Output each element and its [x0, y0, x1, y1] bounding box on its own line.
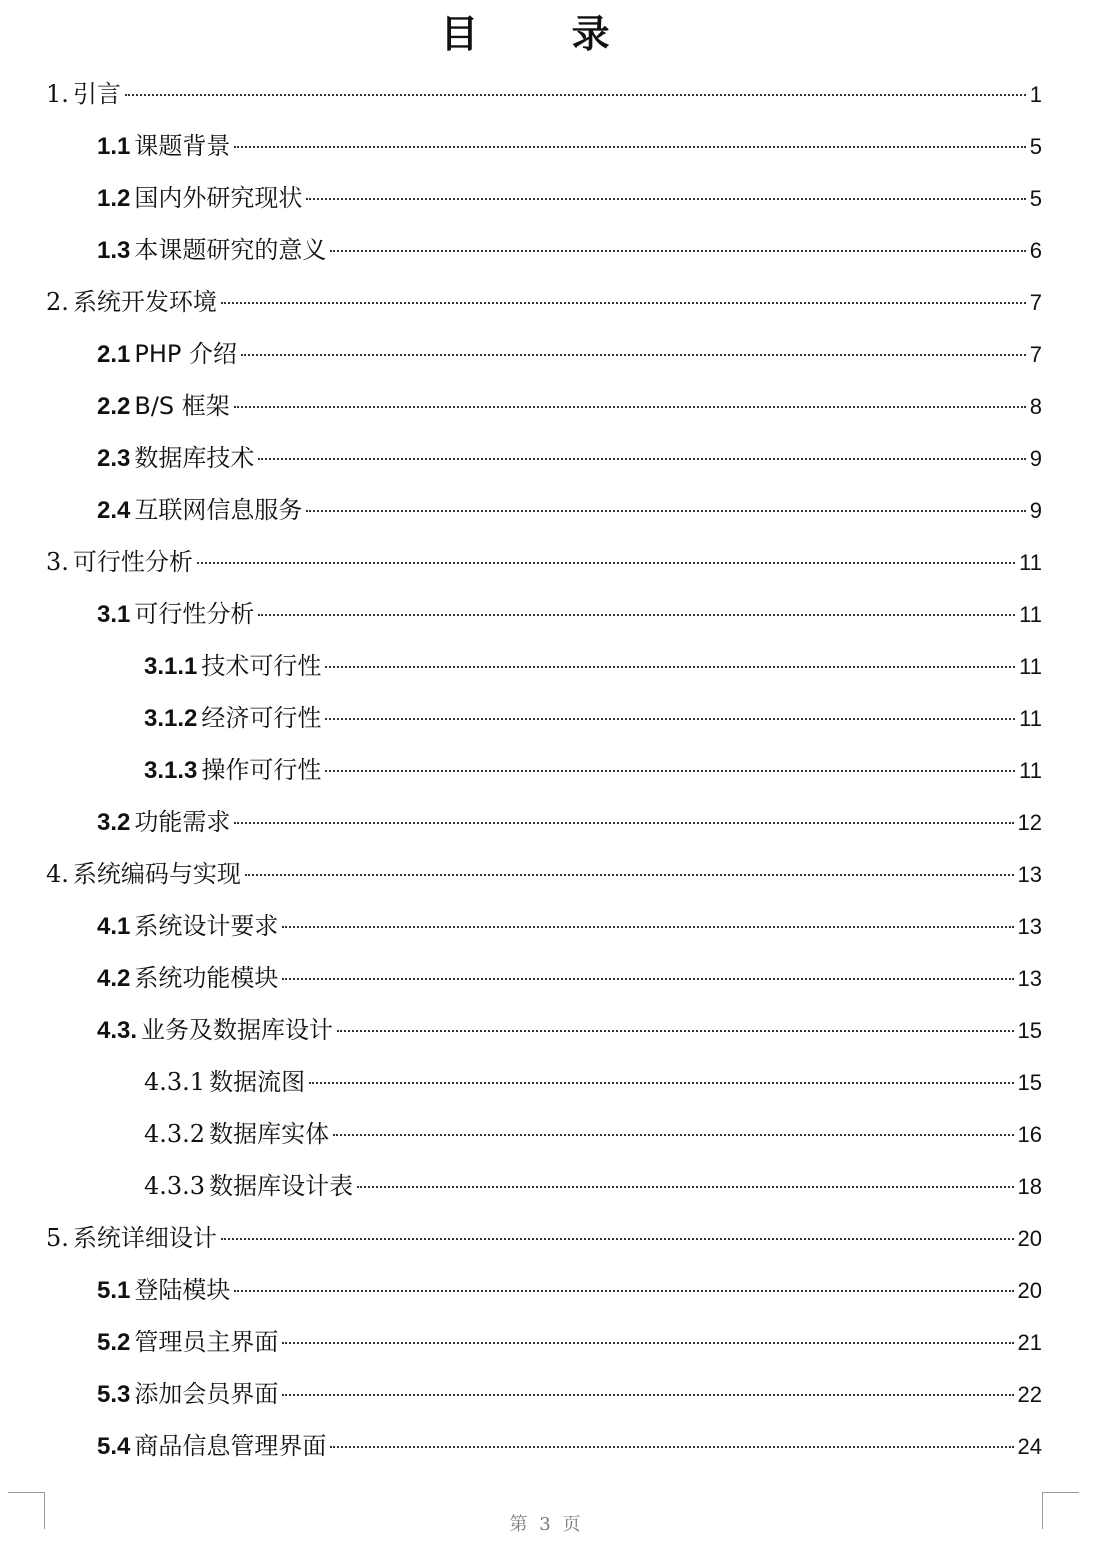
toc-entry-number: 4.3.: [97, 1017, 138, 1044]
toc-entry-title: 可行性分析: [134, 600, 255, 628]
toc-entry-number: 3.: [46, 548, 69, 576]
toc-entry[interactable]: [144, 692, 1042, 744]
toc-entry-title: 数据库设计表: [209, 1172, 354, 1200]
dot-leader: [258, 458, 1025, 460]
toc-entry-page: 15: [1017, 1070, 1042, 1095]
toc-entry-number: 4.2: [97, 965, 131, 992]
dot-leader: [282, 978, 1013, 980]
toc-entry-page: 5: [1029, 134, 1042, 159]
toc-entry-title: 本课题研究的意义: [134, 236, 327, 264]
toc-entry-number: 4.3.2: [144, 1120, 206, 1148]
toc-entry-title: 登陆模块: [134, 1276, 231, 1304]
toc-entry[interactable]: [97, 1004, 1042, 1056]
dot-leader: [234, 406, 1026, 408]
toc-entry[interactable]: [97, 328, 1042, 380]
toc-entry-number: 1.3: [97, 237, 131, 264]
dot-leader: [221, 302, 1026, 304]
dot-leader: [330, 1446, 1013, 1448]
toc-entry[interactable]: [97, 1368, 1042, 1420]
dot-leader: [306, 198, 1025, 200]
toc-entry-number: 1.1: [97, 133, 131, 160]
toc-entry-title: 操作可行性: [201, 756, 322, 784]
toc-entry-page: 20: [1017, 1226, 1042, 1251]
toc-entry-title: 互联网信息服务: [134, 496, 303, 524]
toc-entry[interactable]: [97, 380, 1042, 432]
toc-entry-number: 3.1.1: [144, 653, 198, 680]
toc-entry-number: 2.1: [97, 341, 131, 368]
dot-leader: [282, 1394, 1013, 1396]
dot-leader: [258, 614, 1015, 616]
toc-entry[interactable]: [144, 640, 1042, 692]
toc-entry[interactable]: [46, 1212, 1042, 1264]
dot-leader: [330, 250, 1025, 252]
toc-entry-number: 5.: [46, 1224, 69, 1252]
dot-leader: [245, 874, 1014, 876]
toc-entry-page: 13: [1017, 966, 1042, 991]
toc-entry-page: 18: [1017, 1174, 1042, 1199]
toc-entry-title: 技术可行性: [201, 652, 322, 680]
dot-leader: [234, 1290, 1013, 1292]
toc-entry-page: 11: [1019, 602, 1042, 627]
page-number-footer: 第 3 页: [509, 1514, 581, 1535]
toc-entry[interactable]: [144, 744, 1042, 796]
dot-leader: [306, 510, 1025, 512]
toc-entry-page: 15: [1017, 1018, 1042, 1043]
toc-entry-title: 管理员主界面: [134, 1328, 279, 1356]
dot-leader: [357, 1186, 1013, 1188]
toc-entry-number: 4.: [46, 860, 69, 888]
toc-entry-title: 可行性分析: [72, 548, 193, 576]
toc-entry[interactable]: [97, 1316, 1042, 1368]
toc-entry[interactable]: [46, 276, 1042, 328]
toc-entry-title: PHP 介绍: [134, 340, 237, 368]
toc-entry-page: 16: [1017, 1122, 1042, 1147]
toc-entry-number: 5.2: [97, 1329, 131, 1356]
toc-entry-title: 添加会员界面: [134, 1380, 279, 1408]
toc-entry-number: 3.1: [97, 601, 131, 628]
toc-entry-page: 8: [1029, 394, 1042, 419]
toc-entry-title: 系统开发环境: [72, 288, 217, 316]
toc-entry-title: 商品信息管理界面: [134, 1432, 327, 1460]
page-title: 目 录: [440, 12, 650, 56]
toc-entry-number: 2.4: [97, 497, 131, 524]
toc-entry-number: 3.1.3: [144, 757, 198, 784]
toc-entry-title: 功能需求: [134, 808, 231, 836]
toc-entry-page: 5: [1029, 186, 1042, 211]
toc-entry[interactable]: [97, 120, 1042, 172]
dot-leader: [337, 1030, 1013, 1032]
toc-entry-page: 11: [1019, 758, 1042, 783]
toc-entry-title: B/S 框架: [134, 392, 230, 420]
toc-entry[interactable]: [97, 172, 1042, 224]
toc-entry[interactable]: [46, 848, 1042, 900]
toc-entry-number: 5.4: [97, 1433, 131, 1460]
toc-entry[interactable]: [97, 432, 1042, 484]
toc-entry-title: 系统设计要求: [134, 912, 279, 940]
toc-entry[interactable]: [97, 224, 1042, 276]
toc-entry-title: 系统详细设计: [72, 1224, 217, 1252]
toc-entry-page: 11: [1019, 706, 1042, 731]
dot-leader: [325, 770, 1015, 772]
dot-leader: [234, 822, 1013, 824]
toc-entry-page: 11: [1019, 654, 1042, 679]
toc-entry-page: 11: [1019, 550, 1042, 575]
toc-entry-number: 4.3.1: [144, 1068, 206, 1096]
toc-entry[interactable]: [46, 68, 1042, 120]
toc-entry-title: 系统功能模块: [134, 964, 279, 992]
toc-entry-page: 21: [1017, 1330, 1042, 1355]
toc-entry-title: 系统编码与实现: [72, 860, 241, 888]
toc-entry-title: 引言: [72, 80, 121, 108]
dot-leader: [234, 146, 1025, 148]
toc-entry-page: 13: [1017, 914, 1042, 939]
dot-leader: [309, 1082, 1013, 1084]
toc-entry[interactable]: [97, 952, 1042, 1004]
toc-entry[interactable]: [97, 1420, 1042, 1472]
dot-leader: [282, 1342, 1013, 1344]
toc-entry-number: 3.1.2: [144, 705, 198, 732]
toc-entry-title: 经济可行性: [201, 704, 322, 732]
toc-entry-number: 1.2: [97, 185, 131, 212]
toc-entry-title: 国内外研究现状: [134, 184, 303, 212]
toc-entry-number: 3.2: [97, 809, 131, 836]
toc-entry-page: 1: [1029, 82, 1042, 107]
toc-entry-number: 5.3: [97, 1381, 131, 1408]
dot-leader: [325, 718, 1015, 720]
toc-entry-title: 数据流图: [209, 1068, 306, 1096]
toc-entry[interactable]: [97, 484, 1042, 536]
toc-entry-page: 9: [1029, 498, 1042, 523]
toc-entry[interactable]: [144, 1056, 1042, 1108]
toc-entry-title: 数据库实体: [209, 1120, 330, 1148]
dot-leader: [221, 1238, 1014, 1240]
toc-entry[interactable]: [97, 588, 1042, 640]
toc-entry[interactable]: [46, 536, 1042, 588]
toc-entry-page: 24: [1017, 1434, 1042, 1459]
toc-entry-number: 2.: [46, 288, 69, 316]
toc-entry-number: 2.3: [97, 445, 131, 472]
toc-entry-number: 2.2: [97, 393, 131, 420]
toc-entry-page: 7: [1029, 290, 1042, 315]
toc-entry-page: 7: [1029, 342, 1042, 367]
dot-leader: [333, 1134, 1013, 1136]
toc-entry-number: 4.3.3: [144, 1172, 206, 1200]
dot-leader: [241, 354, 1026, 356]
toc-entry-page: 22: [1017, 1382, 1042, 1407]
toc-entry-number: 5.1: [97, 1277, 131, 1304]
toc-entry[interactable]: [144, 1160, 1042, 1212]
toc-entry-number: 1.: [46, 80, 69, 108]
toc-entry-page: 12: [1017, 810, 1042, 835]
toc-entry-page: 13: [1017, 862, 1042, 887]
toc-entry-page: 20: [1017, 1278, 1042, 1303]
toc-entry-title: 业务及数据库设计: [141, 1016, 334, 1044]
toc-entry[interactable]: [144, 1108, 1042, 1160]
toc-entry[interactable]: [97, 1264, 1042, 1316]
toc-entry[interactable]: [97, 796, 1042, 848]
toc-entry-title: 课题背景: [134, 132, 231, 160]
dot-leader: [325, 666, 1015, 668]
toc-entry-page: 9: [1029, 446, 1042, 471]
toc-entry-title: 数据库技术: [134, 444, 255, 472]
toc-entry-number: 4.1: [97, 913, 131, 940]
dot-leader: [197, 562, 1015, 564]
toc-entry[interactable]: [97, 900, 1042, 952]
dot-leader: [282, 926, 1013, 928]
dot-leader: [125, 94, 1026, 96]
toc-entry-page: 6: [1029, 238, 1042, 263]
